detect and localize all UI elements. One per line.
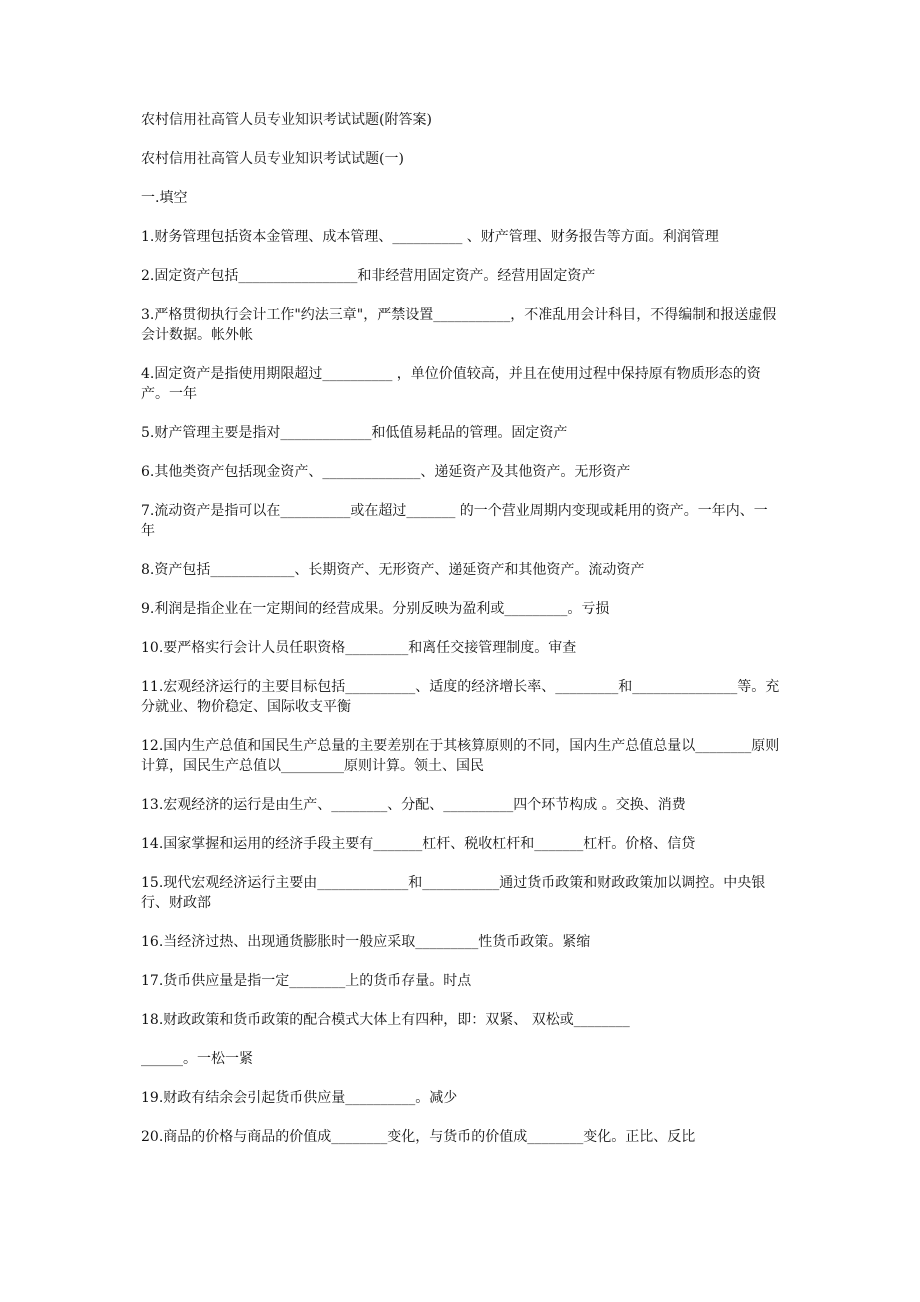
question-15: 15.现代宏观经济运行主要由_____________和___________通过货币政策和财政政策加以调控。中央银行、财政部 — [141, 875, 766, 911]
section-heading: 一.填空 — [141, 190, 188, 206]
question-14: 14.国家掌握和运用的经济手段主要有_______杠杆、税收杠杆和_______杠杆。价格、信贷 — [141, 836, 696, 852]
question-5: 5.财产管理主要是指对_____________和低值易耗品的管理。固定资产 — [141, 425, 568, 441]
question-12: 12.国内生产总值和国民生产总量的主要差别在于其核算原则的不同，国内生产总值总量以________原则计算，国民生产总值以_________原则计算。领土、国民 — [141, 738, 780, 774]
question-16: 16.当经济过热、出现通货膨胀时一般应采取_________性货币政策。紧缩 — [141, 934, 591, 950]
question-3: 3.严格贯彻执行会计工作"约法三章"，严禁设置___________，不准乱用会计科目，不得编制和报送虚假会计数据。帐外帐 — [141, 307, 777, 343]
question-4: 4.固定资产是指使用期限超过__________ ，单位价值较高，并且在使用过程中保持原有物质形态的资产。一年 — [141, 366, 761, 402]
question-11: 11.宏观经济运行的主要目标包括__________、适度的经济增长率、_________和_______________等。充分就业、物价稳定、国际收支平衡 — [141, 679, 780, 715]
question-13: 13.宏观经济的运行是由生产、________、分配、__________四个环节构成 。交换、消费 — [141, 797, 686, 813]
question-7: 7.流动资产是指可以在__________或在超过_______ 的一个营业周期内变现或耗用的资产。一年内、一年 — [141, 503, 768, 539]
question-20: 20.商品的价格与商品的价值成________变化，与货币的价值成________变化。正比、反比 — [141, 1129, 696, 1145]
question-19: 19.财政有结余会引起货币供应量__________。减少 — [141, 1090, 458, 1106]
question-18-continued: ______。一松一紧 — [141, 1051, 253, 1067]
document-page — [141, 110, 781, 1166]
question-1: 1.财务管理包括资本金管理、成本管理、__________ 、财产管理、财务报告等方面。利润管理 — [141, 229, 719, 245]
question-6: 6.其他类资产包括现金资产、______________、递延资产及其他资产。无形资产 — [141, 464, 631, 480]
question-2: 2.固定资产包括_________________和非经营用固定资产。经营用固定资产 — [141, 268, 596, 284]
document-subtitle: 农村信用社高管人员专业知识考试试题(一) — [141, 151, 404, 167]
question-10: 10.要严格实行会计人员任职资格_________和离任交接管理制度。审查 — [141, 640, 577, 656]
question-17: 17.货币供应量是指一定________上的货币存量。时点 — [141, 973, 472, 989]
question-9: 9.利润是指企业在一定期间的经营成果。分别反映为盈利或_________。亏损 — [141, 601, 610, 617]
document-title: 农村信用社高管人员专业知识考试试题(附答案) — [141, 112, 432, 128]
question-18: 18.财政政策和货币政策的配合模式大体上有四种，即：双紧、 双松或________ — [141, 1012, 630, 1028]
question-8: 8.资产包括____________、长期资产、无形资产、递延资产和其他资产。流动资产 — [141, 562, 645, 578]
